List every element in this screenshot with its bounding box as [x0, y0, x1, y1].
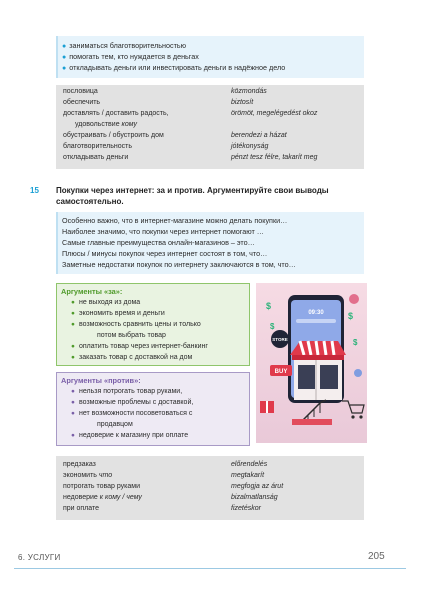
page-number: 205 — [368, 551, 385, 562]
buy-tag-text: BUY — [274, 369, 288, 375]
vocabulary-table-2 — [56, 456, 364, 520]
footer-divider — [14, 568, 406, 569]
argument-item: ● нельзя потрогать товар руками, — [71, 388, 183, 395]
expression-list-box — [56, 36, 364, 78]
argument-item-continued: продавцом — [97, 421, 133, 428]
chapter-label: 6. УСЛУГИ — [18, 553, 61, 562]
argument-item-continued: потом выбрать товар — [97, 332, 166, 339]
vocab-row: потрогать товар руками megfogja az árut — [63, 483, 284, 490]
list-item: ● откладывать деньги или инвестировать деньги в надёжное дело — [62, 63, 286, 72]
task-title-line: Покупки через интернет: за и против. Аргументируйте свои выводы — [56, 186, 329, 195]
svg-text:$: $ — [348, 311, 354, 321]
vocab-row: при оплате fizetéskor — [63, 505, 261, 512]
phone-time: 09:30 — [308, 310, 324, 316]
bullet-icon: ● — [62, 43, 67, 50]
argument-item: ● нет возможности посоветоваться с — [71, 410, 193, 417]
phrase-line: Наиболее значимо, что покупки через интернет помогают … — [62, 227, 264, 236]
bullet-icon: ● — [71, 343, 75, 350]
svg-text:$: $ — [266, 301, 272, 311]
argument-item: ● оплатить товар через интернет-банкинг — [71, 343, 208, 350]
vocab-row: обеспечить biztosít — [63, 99, 254, 106]
phrase-line: Плюсы / минусы покупок через интернет состоят в том, что… — [62, 249, 268, 258]
task-number: 15 — [30, 186, 39, 195]
online-store-illustration — [256, 283, 367, 443]
vocab-row: доставлять / доставить радость, örömöt, megelégedést okoz — [63, 110, 318, 117]
argument-item: ● возможные проблемы с доставкой, — [71, 399, 194, 406]
svg-text:$: $ — [270, 322, 275, 331]
bullet-icon: ● — [71, 310, 75, 317]
phrases-box — [56, 212, 364, 274]
vocab-row: экономить что megtakarít — [63, 472, 265, 479]
phrase-line: Самые главные преимущества онлайн-магазинов – это… — [62, 238, 255, 247]
vocab-row: предзаказ előrendelés — [63, 461, 268, 468]
bullet-icon: ● — [71, 399, 75, 406]
bullet-icon: ● — [71, 432, 75, 439]
vocab-row: благотворительность jótékonyság — [63, 143, 269, 150]
arguments-pro-title: Аргументы «за»: — [61, 287, 123, 296]
bullet-icon: ● — [62, 54, 67, 61]
task-title-line: самостоятельно. — [56, 197, 124, 206]
bullet-icon: ● — [71, 354, 75, 361]
vocab-row: удовольствие кому — [75, 121, 137, 128]
list-item: ● помогать тем, кто нуждается в деньгах — [62, 52, 199, 61]
phrase-line: Заметные недостатки покупок по интернету заключаются в том, что… — [62, 260, 296, 269]
svg-text:$: $ — [353, 338, 358, 347]
arguments-contra-title: Аргументы «против»: — [61, 376, 141, 385]
vocab-row: откладывать деньги pénzt tesz félre, takarít meg — [63, 154, 318, 161]
vocab-row: пословица közmondás — [63, 88, 267, 95]
argument-item: ● заказать товар с доставкой на дом — [71, 354, 193, 361]
argument-item: ● не выходя из дома — [71, 299, 141, 306]
vocab-row: недоверие к кому / чему bizalmatlanság — [63, 494, 278, 501]
bullet-icon: ● — [71, 388, 75, 395]
store-sign-text: STORE — [272, 337, 288, 342]
argument-item: ● недоверие к магазину при оплате — [71, 432, 189, 439]
bullet-icon: ● — [71, 299, 75, 306]
vocab-row: обустраивать / обустроить дом berendezi a házat — [63, 132, 287, 139]
bullet-icon: ● — [62, 65, 67, 72]
vocabulary-table-1 — [56, 85, 364, 169]
arguments-pro-box — [56, 283, 250, 366]
arguments-contra-box — [56, 372, 250, 446]
list-item: ● заниматься благотворительностью — [62, 41, 187, 50]
bullet-icon: ● — [71, 321, 75, 328]
argument-item: ● возможность сравнить цены и только — [71, 321, 201, 328]
argument-item: ● экономить время и деньги — [71, 310, 165, 317]
phrase-line: Особенно важно, что в интернет-магазине можно делать покупки… — [62, 216, 288, 225]
bullet-icon: ● — [71, 410, 75, 417]
